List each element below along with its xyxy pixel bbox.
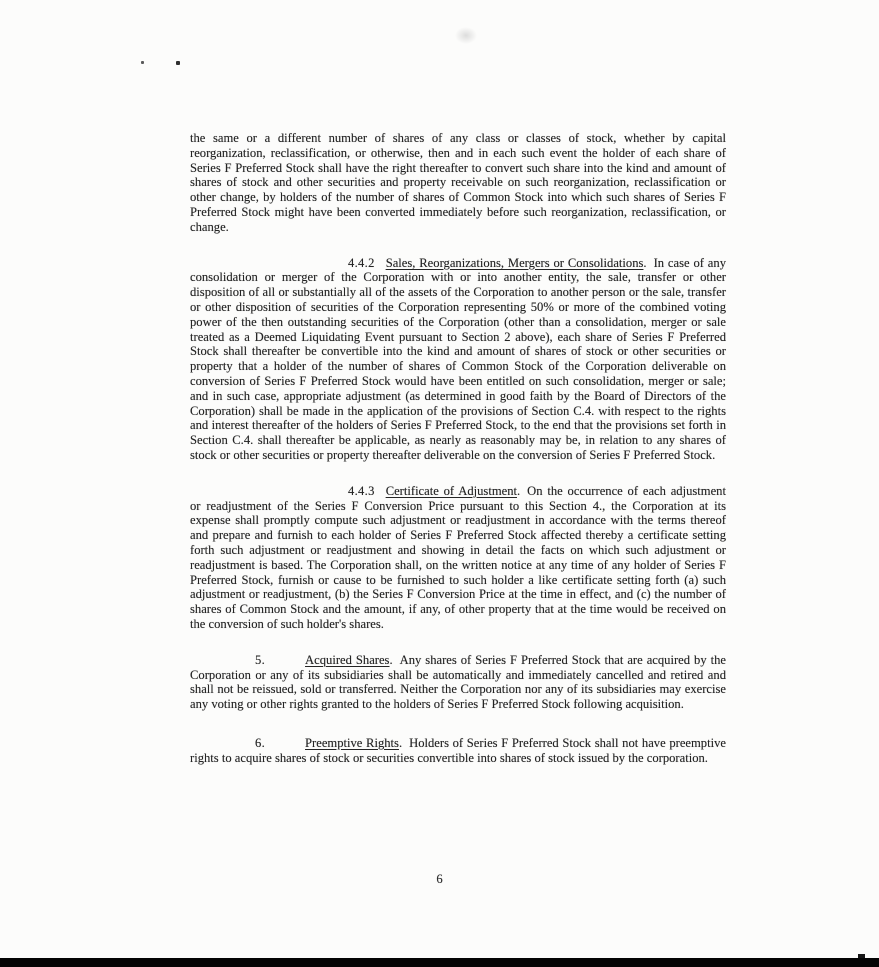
scan-smudge	[455, 27, 477, 44]
scan-speck-dot	[176, 61, 180, 65]
section-number: 4.4.2	[348, 255, 375, 270]
section-number: 4.4.3	[348, 483, 375, 498]
scan-edge-bar	[0, 958, 879, 967]
section-heading: Preemptive Rights	[305, 735, 399, 750]
heading-punctuation: .	[389, 652, 393, 667]
section-number: 5.	[255, 652, 266, 667]
page-number: 6	[436, 872, 443, 886]
section-heading: Acquired Shares	[305, 652, 390, 667]
heading-punctuation: .	[517, 483, 521, 498]
section-number: 6.	[255, 735, 266, 750]
section-body: Holders of Series F Preferred Stock shall not have preemptive rights to acquire shares of stock or securities convertible into shares of stock issued by the corporation.	[190, 735, 726, 765]
section-body: On the occurrence of each adjustment or readjustment of the Series F Conversion Price pursuant to this Section 4., the Corporation at its expense shall promptly compute such adjustment or readjustment in accordance with the terms thereof and prepare and furnish to each holder of Series F Preferred Stock affected thereby a certificate setting forth such adjustment or readjustment and showing in detail the facts on which such adjustment or readjustment is based. The Corporation shall, on the written notice at any time of any holder of Series F Preferred Stock, furnish or cause to be furnished to such holder a like certificate setting forth (a) such adjustment or readjustment, (b) the Series F Conversion Price at the time in effect, and (c) the number of shares of Common Stock and the amount, if any, of other property that at the time would be received on the conversion of such holder's shares.	[190, 483, 726, 631]
section-heading: Sales, Reorganizations, Mergers or Consolidations	[385, 255, 644, 270]
section-6	[190, 736, 726, 766]
section-body: In case of any consolidation or merger of the Corporation with or into another entity, the sale, transfer or other disposition of all or substantially all of the assets of the Corporation to another person or the sale, transfer or other disposition of securities of the Corporation representing 50% or more of the combined voting power of the then outstanding securities of the Corporation (other than a consolidation, merger or sale treated as a Deemed Liquidating Event pursuant to Section 2 above), each share of Series F Preferred Stock shall thereafter be convertible into the kind and amount of shares of stock or other securities or property that a holder of the number of shares of Common Stock of the Corporation deliverable on conversion of Series F Preferred Stock would have been entitled on such consolidation, merger or sale; and in such case, appropriate adjustment (as determined in good faith by the Board of Directors of the Corporation) shall be made in the application of the provisions of Section C.4. with respect to the rights and interest thereafter of the holders of Series F Preferred Stock, to the end that the provisions set forth in Section C.4. shall thereafter be applicable, as nearly as reasonably may be, in relation to any shares of stock or other securities or property thereafter deliverable on the conversion of Series F Preferred Stock.	[190, 255, 726, 462]
scan-speck-dot	[141, 61, 144, 64]
heading-punctuation: .	[643, 255, 647, 270]
paragraph-carryover: the same or a different number of shares of any class or classes of stock, whether by capital reorganization, reclassification, or otherwise, then and in each such event the holder of each share of Series F Preferred Stock shall have the right thereafter to convert such share into the kind and amount of shares of stock and other securities and property receivable on such reorganization, reclassification or other change, by holders of the number of shares of Common Stock into which such shares of Series F Preferred Stock might have been converted immediately before such reorganization, reclassification, or change.	[190, 131, 726, 234]
section-body: Any shares of Series F Preferred Stock that are acquired by the Corporation or any of its subsidiaries shall be automatically and immediately cancelled and retired and shall not be reissued, sold or transferred. Neither the Corporation nor any of its subsidiaries may exercise any voting or other rights granted to the holders of Series F Preferred Stock following acquisition.	[190, 652, 726, 712]
section-4-4-2	[190, 256, 726, 463]
heading-punctuation: .	[398, 735, 403, 750]
section-5	[190, 653, 726, 712]
document-text	[190, 131, 726, 786]
section-4-4-3	[190, 484, 726, 632]
section-heading: Certificate of Adjustment	[385, 483, 517, 498]
